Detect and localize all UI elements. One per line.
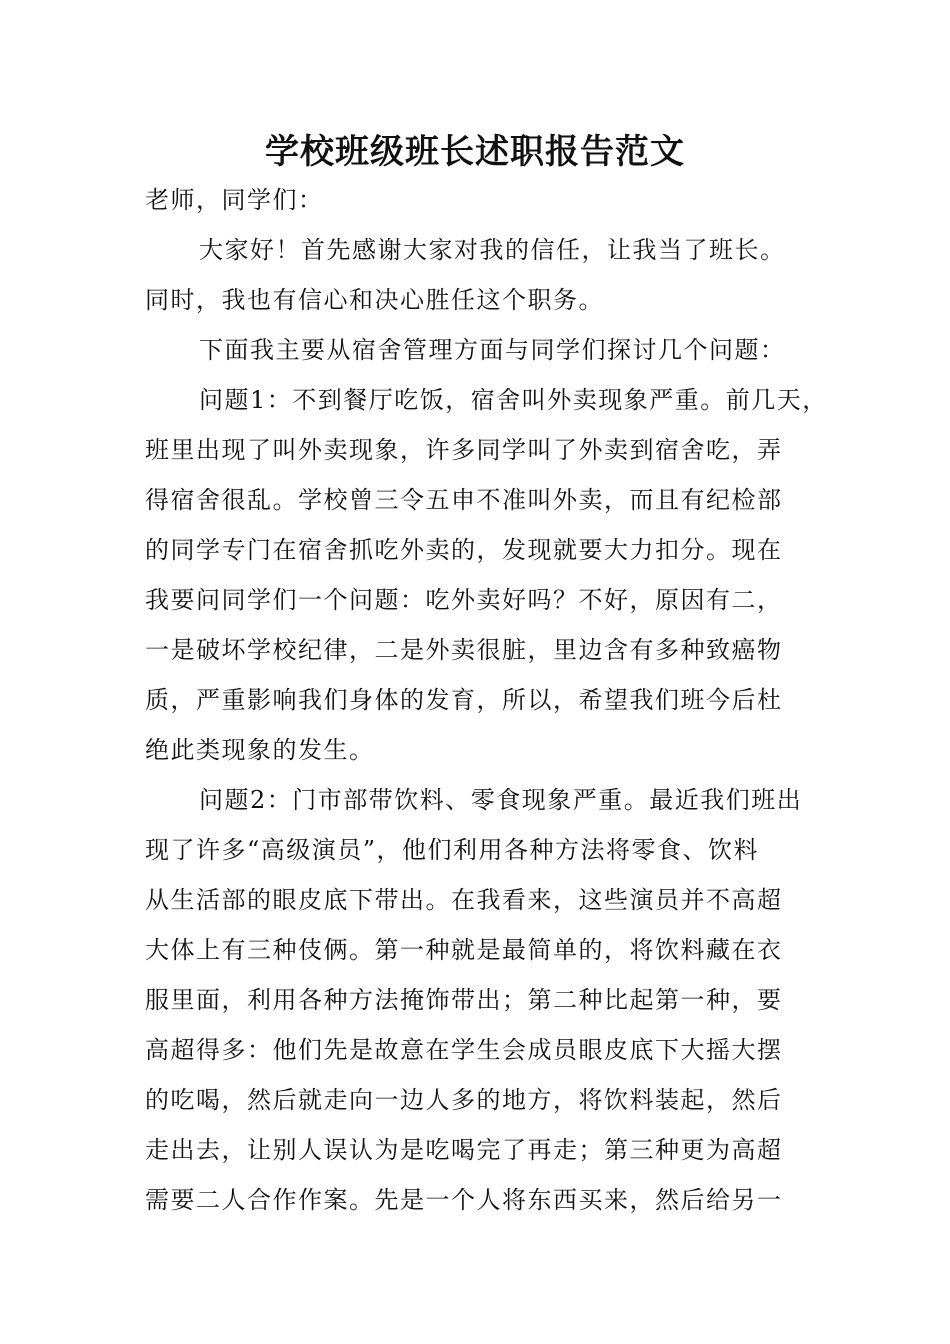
paragraph-line: 的吃喝，然后就走向一边人多的地方，将饮料装起，然后 — [145, 1086, 783, 1114]
paragraph-line: 得宿舍很乱。学校曾三令五申不准叫外卖，而且有纪检部 — [145, 486, 783, 514]
document-body — [145, 175, 828, 1225]
paragraph-line: 高超得多：他们先是故意在学生会成员眼皮底下大摇大摆 — [145, 1036, 783, 1064]
paragraph-line: 我要问同学们一个问题：吃外卖好吗？不好，原因有二， — [145, 586, 783, 614]
paragraph-line: 质，严重影响我们身体的发育，所以，希望我们班今后杜 — [145, 686, 783, 714]
paragraph-line: 问题2：门市部带饮料、零食现象严重。最近我们班出 — [199, 786, 803, 814]
paragraph-line: 服里面，利用各种方法掩饰带出；第二种比起第一种，要 — [145, 986, 783, 1014]
salutation: 老师，同学们： — [145, 186, 324, 214]
paragraph-line: 从生活部的眼皮底下带出。在我看来，这些演员并不高超 — [145, 886, 783, 914]
paragraph-line: 一是破坏学校纪律，二是外卖很脏，里边含有多种致癌物 — [145, 636, 783, 664]
paragraph-line: 现了许多“高级演员”，他们利用各种方法将零食、饮料 — [145, 836, 760, 864]
paragraph-line: 的同学专门在宿舍抓吃外卖的，发现就要大力扣分。现在 — [145, 536, 783, 564]
paragraph-line: 问题1：不到餐厅吃饭，宿舍叫外卖现象严重。前几天， — [199, 386, 828, 414]
paragraph-line: 大体上有三种伎俩。第一种就是最简单的，将饮料藏在衣 — [145, 936, 783, 964]
paragraph-line: 绝此类现象的发生。 — [145, 736, 375, 764]
paragraph-line: 需要二人合作作案。先是一个人将东西买来，然后给另一 — [145, 1186, 783, 1214]
paragraph-line: 同时，我也有信心和决心胜任这个职务。 — [145, 286, 604, 314]
paragraph-line: 下面我主要从宿舍管理方面与同学们探讨几个问题： — [199, 336, 786, 364]
paragraph-line: 大家好！首先感谢大家对我的信任，让我当了班长。 — [199, 236, 786, 264]
paragraph-line: 班里出现了叫外卖现象，许多同学叫了外卖到宿舍吃，弄 — [145, 436, 783, 464]
document-title: 学校班级班长述职报告范文 — [265, 132, 685, 172]
paragraph-line: 走出去，让别人误认为是吃喝完了再走；第三种更为高超 — [145, 1136, 783, 1164]
